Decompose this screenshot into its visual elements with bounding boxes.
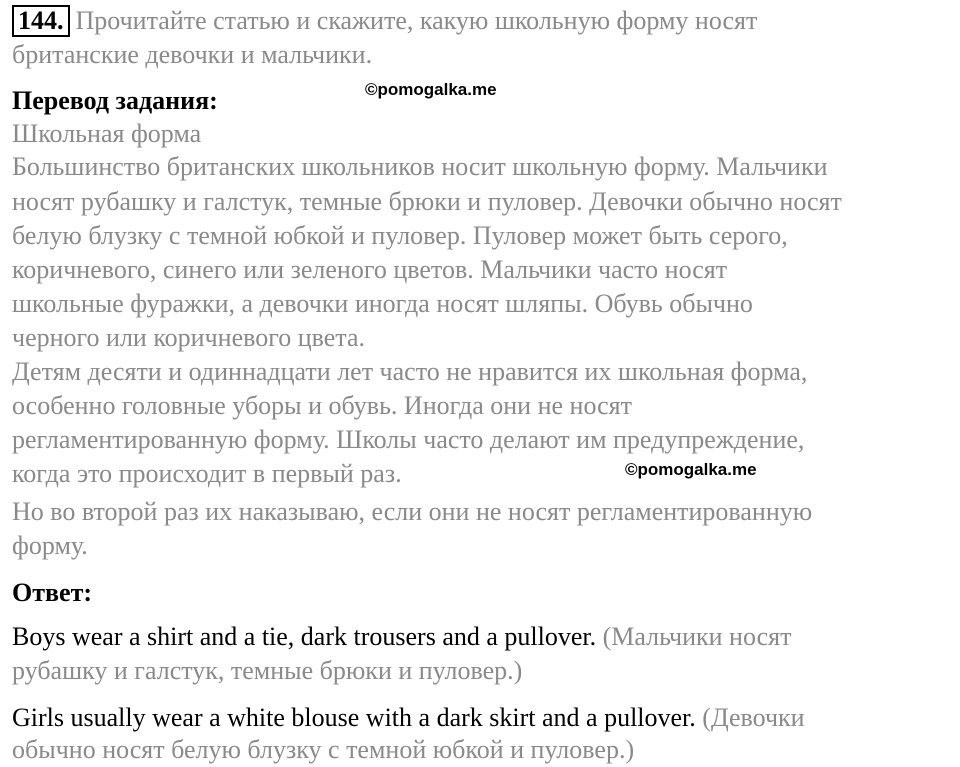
para1-line: белую блузку с темной юбкой и пуловер. Пуловер может быть серого,: [12, 221, 788, 250]
answer-2-line-1: [12, 701, 805, 734]
para1-line: черного или коричневого цвета.: [12, 323, 366, 352]
answer-2-english: Girls usually wear a white blouse with a dark skirt and a pullover.: [12, 703, 696, 732]
para1-line: коричневого, синего или зеленого цветов. Мальчики часто носят: [12, 255, 728, 284]
watermark-2: ©pomogalka.me: [625, 460, 757, 479]
task-number-badge: 144.: [12, 5, 70, 37]
para3-line: форму.: [12, 531, 88, 560]
translation-title: Школьная форма: [12, 119, 202, 148]
para2-line: когда это происходит в первый раз.: [12, 459, 402, 488]
task-line-1: [12, 4, 757, 37]
watermark-1: ©pomogalka.me: [365, 80, 497, 99]
answer-2-russian-a: (Девочки: [702, 703, 805, 732]
task-line-2: британские девочки и мальчики.: [12, 40, 373, 69]
para3-line: Но во второй раз их наказываю, если они не носят регламентированную: [12, 497, 813, 526]
para2-line: особенно головные уборы и обувь. Иногда они не носят: [12, 391, 632, 420]
para2-line: регламентированную форму. Школы часто делают им предупреждение,: [12, 425, 805, 454]
answer-1-english: Boys wear a shirt and a tie, dark trousers and a pullover.: [12, 622, 597, 651]
para1-line: школьные фуражки, а девочки иногда носят шляпы. Обувь обычно: [12, 289, 753, 318]
translation-heading: Перевод задания:: [12, 86, 218, 115]
task-text-1: Прочитайте статью и скажите, какую школьную форму носят: [75, 6, 758, 35]
para2-line: Детям десяти и одиннадцати лет часто не нравится их школьная форма,: [12, 357, 808, 386]
answer-1-line-1: [12, 620, 791, 653]
para1-line: Большинство британских школьников носит школьную форму. Мальчики: [12, 152, 828, 181]
answer-1-russian-a: (Мальчики носят: [602, 622, 792, 651]
answer-2-russian-b: обычно носят белую блузку с темной юбкой и пуловер.): [12, 735, 635, 764]
para1-line: носят рубашку и галстук, темные брюки и пуловер. Девочки обычно носят: [12, 187, 842, 216]
answer-1-russian-b: рубашку и галстук, темные брюки и пуловер.): [12, 656, 523, 685]
answer-heading: Ответ:: [12, 578, 93, 607]
